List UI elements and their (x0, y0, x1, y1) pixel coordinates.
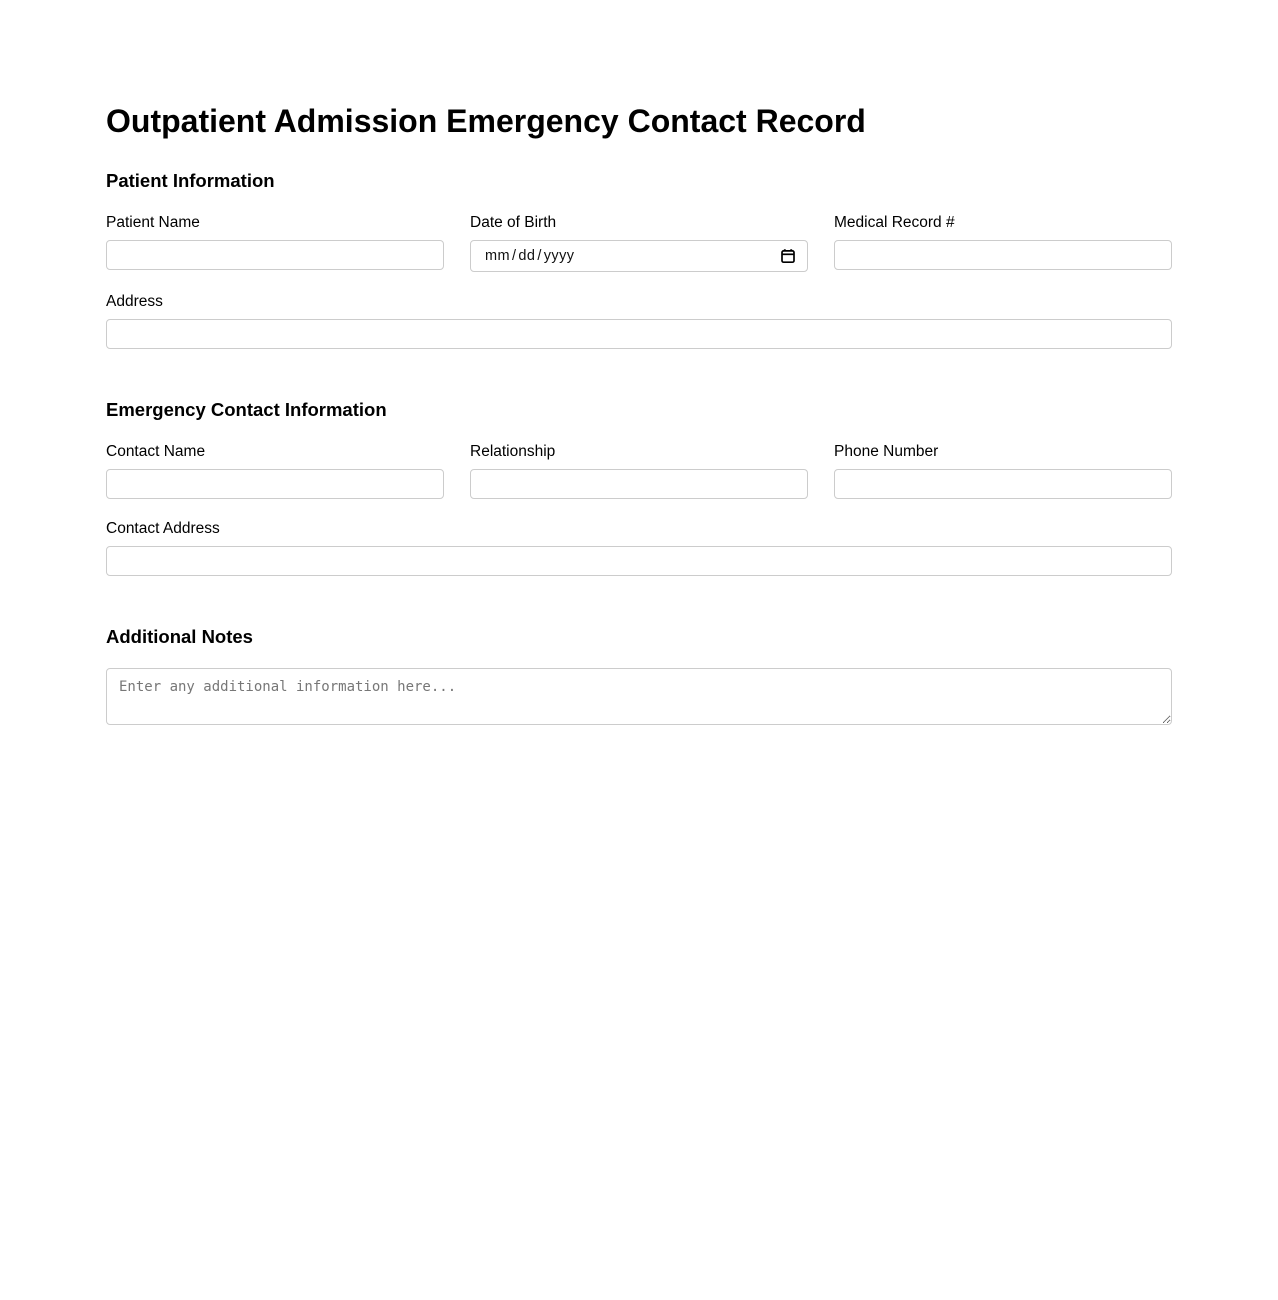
medical-record-input[interactable] (834, 240, 1172, 270)
date-of-birth-input[interactable] (470, 240, 808, 272)
relationship-label: Relationship (470, 442, 556, 460)
form-container (106, 0, 1172, 790)
contact-name-field (106, 442, 444, 499)
additional-notes-heading: Additional Notes (106, 626, 253, 648)
address-label: Address (106, 292, 163, 310)
contact-name-input[interactable] (106, 469, 444, 499)
patient-name-input[interactable] (106, 240, 444, 270)
additional-notes-section (106, 626, 1172, 730)
patient-row-1 (106, 213, 1172, 272)
patient-name-field (106, 213, 444, 272)
phone-number-field (834, 442, 1172, 499)
contact-name-label: Contact Name (106, 442, 206, 460)
date-day-segment[interactable]: dd (518, 247, 536, 264)
relationship-input[interactable] (470, 469, 808, 499)
patient-name-label: Patient Name (106, 213, 200, 231)
phone-number-input[interactable] (834, 469, 1172, 499)
date-of-birth-label: Date of Birth (470, 213, 557, 231)
contact-address-label: Contact Address (106, 519, 220, 537)
address-input[interactable] (106, 319, 1172, 349)
date-year-segment[interactable]: yyyy (543, 247, 575, 264)
patient-information-heading: Patient Information (106, 170, 275, 192)
contact-address-input[interactable] (106, 546, 1172, 576)
page-title: Outpatient Admission Emergency Contact Record (106, 103, 866, 139)
date-separator: / (511, 247, 517, 264)
date-of-birth-field (470, 213, 808, 272)
emergency-contact-section (106, 399, 1172, 576)
calendar-icon[interactable] (779, 247, 796, 264)
date-month-segment[interactable]: mm (485, 247, 510, 264)
date-placeholder (484, 248, 575, 264)
address-field (106, 292, 1172, 349)
patient-information-section (106, 170, 1172, 349)
contact-address-field (106, 519, 1172, 576)
emergency-contact-heading: Emergency Contact Information (106, 399, 387, 421)
emergency-row-2 (106, 519, 1172, 576)
relationship-field (470, 442, 808, 499)
phone-number-label: Phone Number (834, 442, 939, 460)
emergency-row-1 (106, 442, 1172, 499)
medical-record-field (834, 213, 1172, 272)
medical-record-label: Medical Record # (834, 213, 955, 231)
date-separator: / (537, 247, 542, 264)
additional-notes-textarea[interactable] (106, 668, 1172, 725)
patient-row-2 (106, 292, 1172, 349)
